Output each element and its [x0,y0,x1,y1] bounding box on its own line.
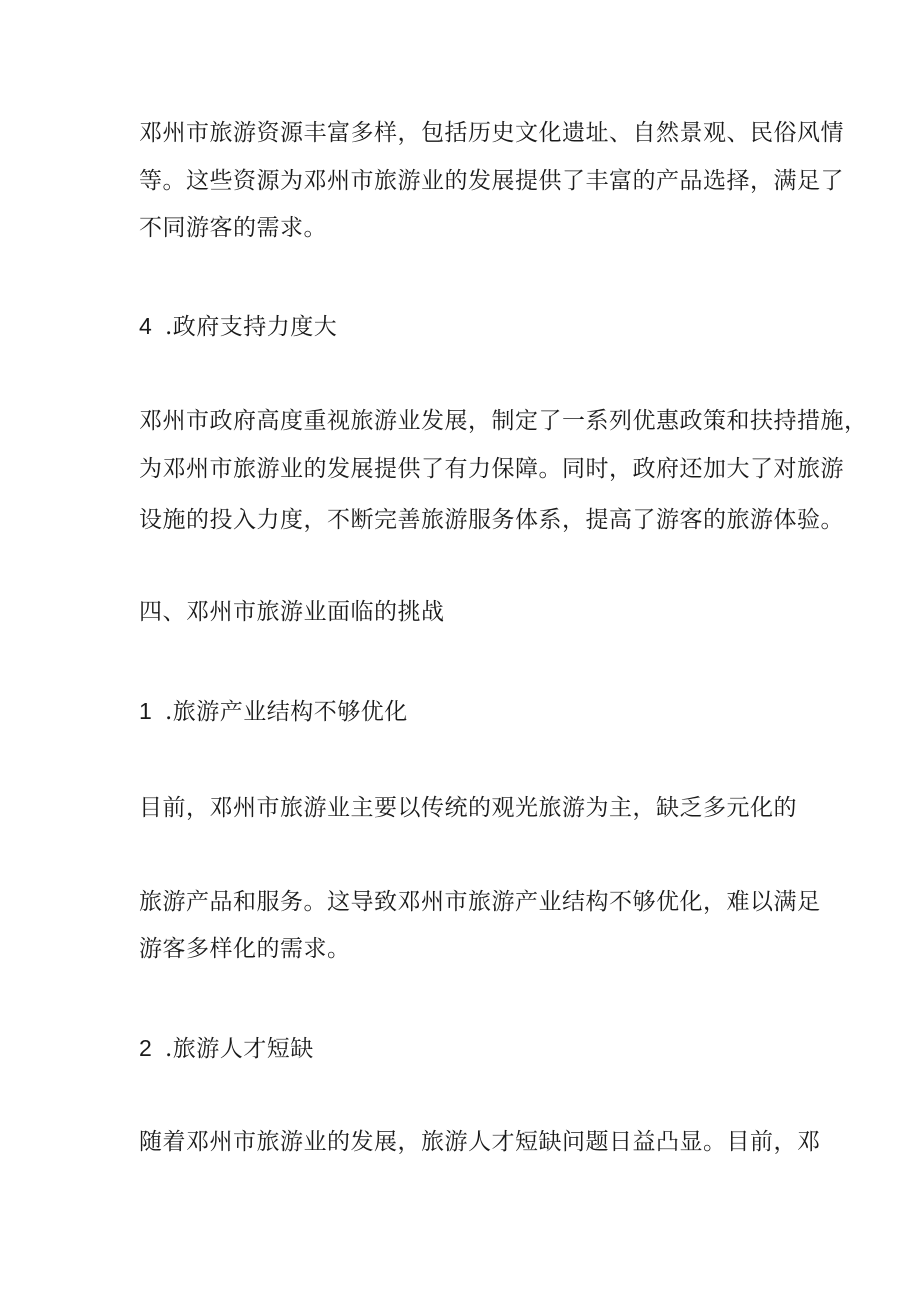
heading-text: .旅游产业结构不够优化 [165,699,408,725]
heading-number: 4 [139,313,153,339]
heading-industry-structure [139,696,408,727]
paragraph-line: 随着邓州市旅游业的发展，旅游人才短缺问题日益凸显。目前，邓 [139,1129,821,1155]
heading-number: 1 [139,698,153,724]
paragraph-line: 邓州市旅游资源丰富多样，包括历史文化遗址、自然景观、民俗风情 [139,120,844,146]
heading-talent-shortage [139,1033,314,1064]
paragraph-line: 旅游产品和服务。这导致邓州市旅游产业结构不够优化，难以满足 [139,889,821,915]
paragraph-line: 邓州市政府高度重视旅游业发展，制定了一系列优惠政策和扶持措施， [139,408,868,434]
heading-text: .旅游人才短缺 [165,1036,314,1062]
section-heading: 四、邓州市旅游业面临的挑战 [139,599,445,625]
paragraph-line: 为邓州市旅游业的发展提供了有力保障。同时，政府还加大了对旅游 [139,456,844,482]
paragraph-line: 不同游客的需求。 [139,215,327,241]
paragraph-line: 游客多样化的需求。 [139,936,351,962]
heading-government-support [139,311,337,342]
paragraph-line: 等。这些资源为邓州市旅游业的发展提供了丰富的产品选择，满足了 [139,168,844,194]
heading-number: 2 [139,1035,153,1061]
paragraph-line: 目前，邓州市旅游业主要以传统的观光旅游为主，缺乏多元化的 [139,795,797,821]
heading-text: .政府支持力度大 [165,314,338,340]
paragraph-line: 设施的投入力度，不断完善旅游服务体系，提高了游客的旅游体验。 [139,507,844,533]
